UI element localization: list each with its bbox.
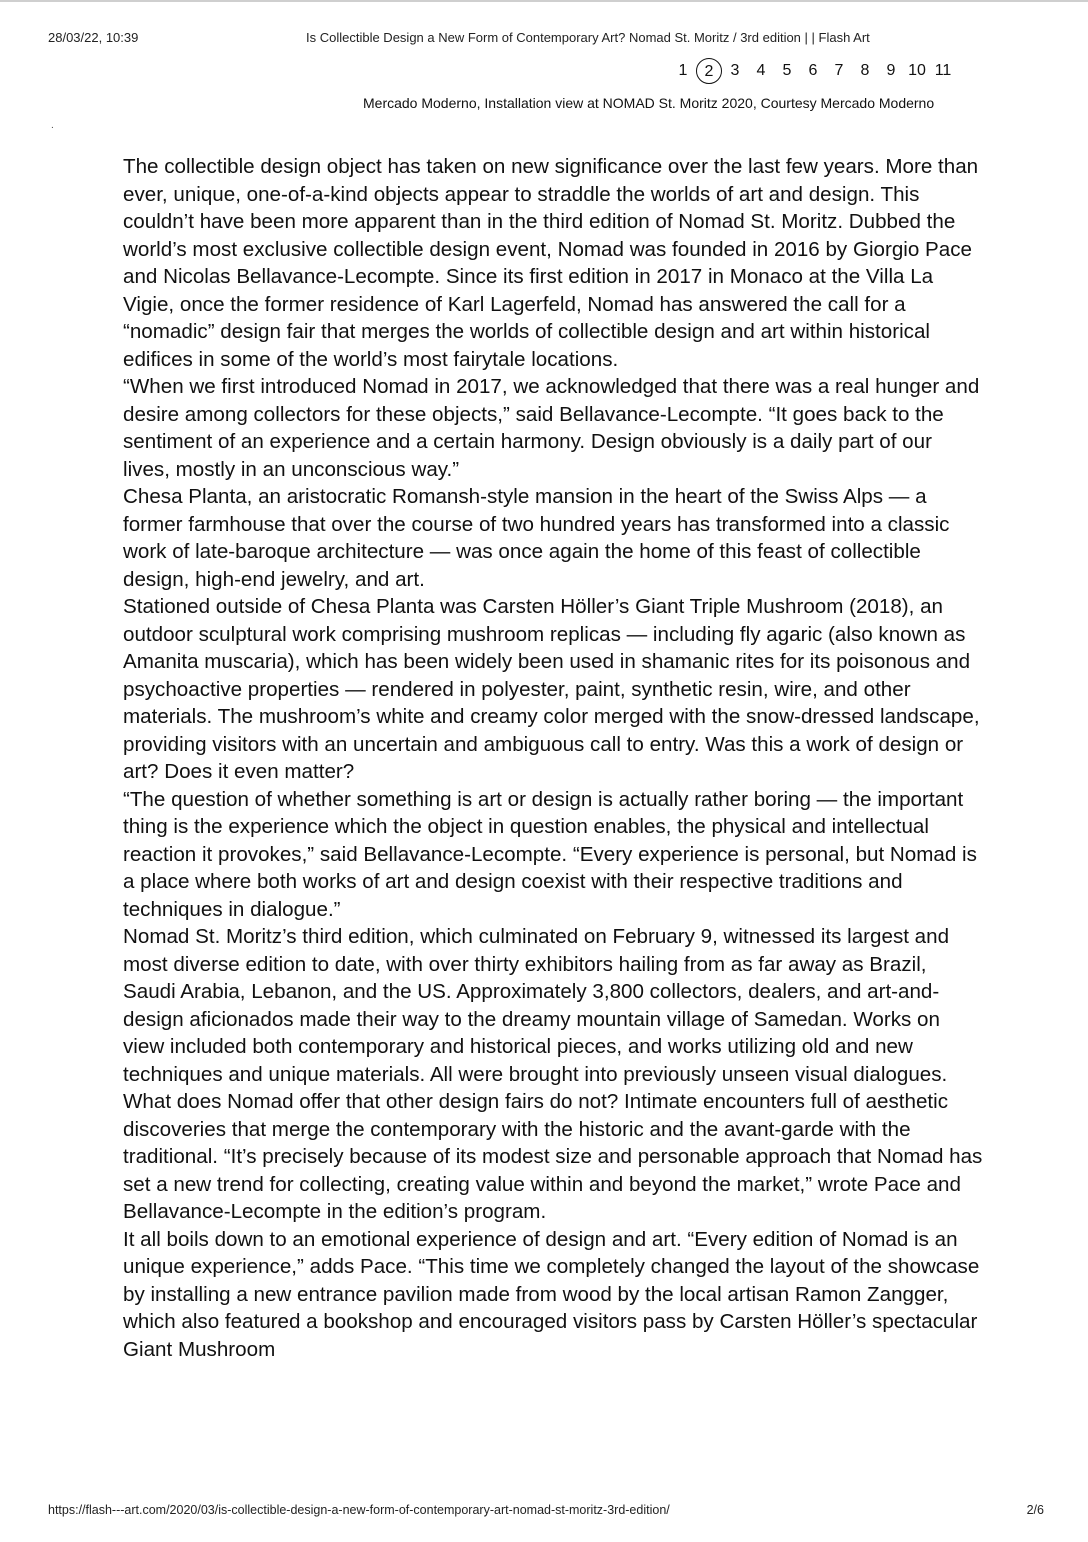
gallery-page-7[interactable]: 7: [834, 62, 844, 79]
gallery-page-11[interactable]: 11: [934, 62, 952, 79]
gallery-page-8[interactable]: 8: [860, 62, 870, 79]
stray-mark: .: [51, 120, 54, 131]
gallery-page-2-current[interactable]: 2: [696, 58, 722, 84]
image-caption: Mercado Moderno, Installation view at NOMAD St. Moritz 2020, Courtesy Mercado Moderno: [363, 95, 935, 111]
article-paragraph: Chesa Planta, an aristocratic Romansh-style mansion in the heart of the Swiss Alps — a former farmhouse that over the course of two hundred years has transformed into a classic work of late-baroque architecture — was once again the home of this feast of collectible design, high-end jewelry, and art.: [123, 485, 950, 591]
article-paragraph: It all boils down to an emotional experience of design and art. “Every edition of Nomad is an unique experience,” adds Pace. “This time we completely changed the layout of the showcase by installing a new entrance pavilion made from wood by the local artisan Ramon Zangger, which also featured a bookshop and encouraged visitors pass by Carsten Höller’s spectacular Giant Mushroom: [123, 1227, 980, 1361]
article-paragraph: “The question of whether something is art or design is actually rather boring — the important thing is the experience which the object in question enables, the physical and intellectual reaction it provokes,” said Bellavance-Lecompte. “Every experience is personal, but Nomad is a place where both works of art and design coexist with their respective traditions and techniques in dialogue.”: [123, 787, 977, 921]
article-body: [123, 153, 983, 1363]
article-paragraph: The collectible design object has taken on new significance over the last few years. More than ever, unique, one-of-a-kind objects appear to straddle the worlds of art and design. This couldn’t have been more apparent than in the third edition of Nomad St. Moritz. Dubbed the world’s most exclusive collectible design event, Nomad was founded in 2016 by Giorgio Pace and Nicolas Bellavance-Lecompte. Since its first edition in 2017 in Monaco at the Villa La Vigie, once the former residence of Karl Lagerfeld, Nomad has answered the call for a “nomadic” design fair that merges the worlds of collectible design and art within historical edifices in some of the world’s most fairytale locations.: [123, 155, 979, 371]
gallery-page-5[interactable]: 5: [782, 62, 792, 79]
article-paragraph: What does Nomad offer that other design fairs do not? Intimate encounters full of aesthetic discoveries that merge the contemporary with the historic and the avant-garde with the traditional. “It’s precisely because of its modest size and personable approach that Nomad has set a new trend for collecting, creating value within and beyond the market,” wrote Pace and Bellavance-Lecompte in the edition’s program.: [123, 1090, 983, 1223]
print-page-number: 2/6: [1026, 1503, 1044, 1517]
print-datetime: 28/03/22, 10:39: [48, 30, 139, 45]
gallery-page-1[interactable]: 1: [678, 62, 688, 79]
gallery-page-9[interactable]: 9: [886, 62, 896, 79]
print-footer-url: https://flash---art.com/2020/03/is-collectible-design-a-new-form-of-contemporary-art-nomad-st-moritz-3rd-edition/: [48, 1503, 670, 1517]
article-paragraph: Nomad St. Moritz’s third edition, which culminated on February 9, witnessed its largest and most diverse edition to date, with over thirty exhibitors hailing from as far away as Brazil, Saudi Arabia, Lebanon, and the US. Approximately 3,800 collectors, dealers, and art-and-design aficionados made their way to the dreamy mountain village of Samedan. Works on view included both contemporary and historical pieces, and works utilizing old and new techniques and unique materials. All were brought into previously unseen visual dialogues.: [123, 925, 950, 1086]
gallery-page-3[interactable]: 3: [730, 62, 740, 79]
gallery-pager: [670, 58, 956, 84]
gallery-page-6[interactable]: 6: [808, 62, 818, 79]
gallery-page-4[interactable]: 4: [756, 62, 766, 79]
top-divider: [0, 0, 1088, 2]
article-paragraph: Stationed outside of Chesa Planta was Carsten Höller’s Giant Triple Mushroom (2018), an outdoor sculptural work comprising mushroom replicas — including fly agaric (also known as Amanita muscaria), which has been widely been used in shamanic rites for its poisonous and psychoactive properties — rendered in polyester, paint, synthetic resin, wire, and other materials. The mushroom’s white and creamy color merged with the snow-dressed landscape, providing visitors with an uncertain and ambiguous call to entry. Was this a work of design or art? Does it even matter?: [123, 595, 980, 783]
article-paragraph: “When we first introduced Nomad in 2017, we acknowledged that there was a real hunger and desire among collectors for these objects,” said Bellavance-Lecompte. “It goes back to the sentiment of an experience and a certain harmony. Design obviously is a daily part of our lives, mostly in an unconscious way.”: [123, 375, 980, 481]
print-page-title: Is Collectible Design a New Form of Contemporary Art? Nomad St. Moritz / 3rd edition | | Flash Art: [306, 30, 870, 45]
gallery-page-10[interactable]: 10: [908, 62, 926, 79]
